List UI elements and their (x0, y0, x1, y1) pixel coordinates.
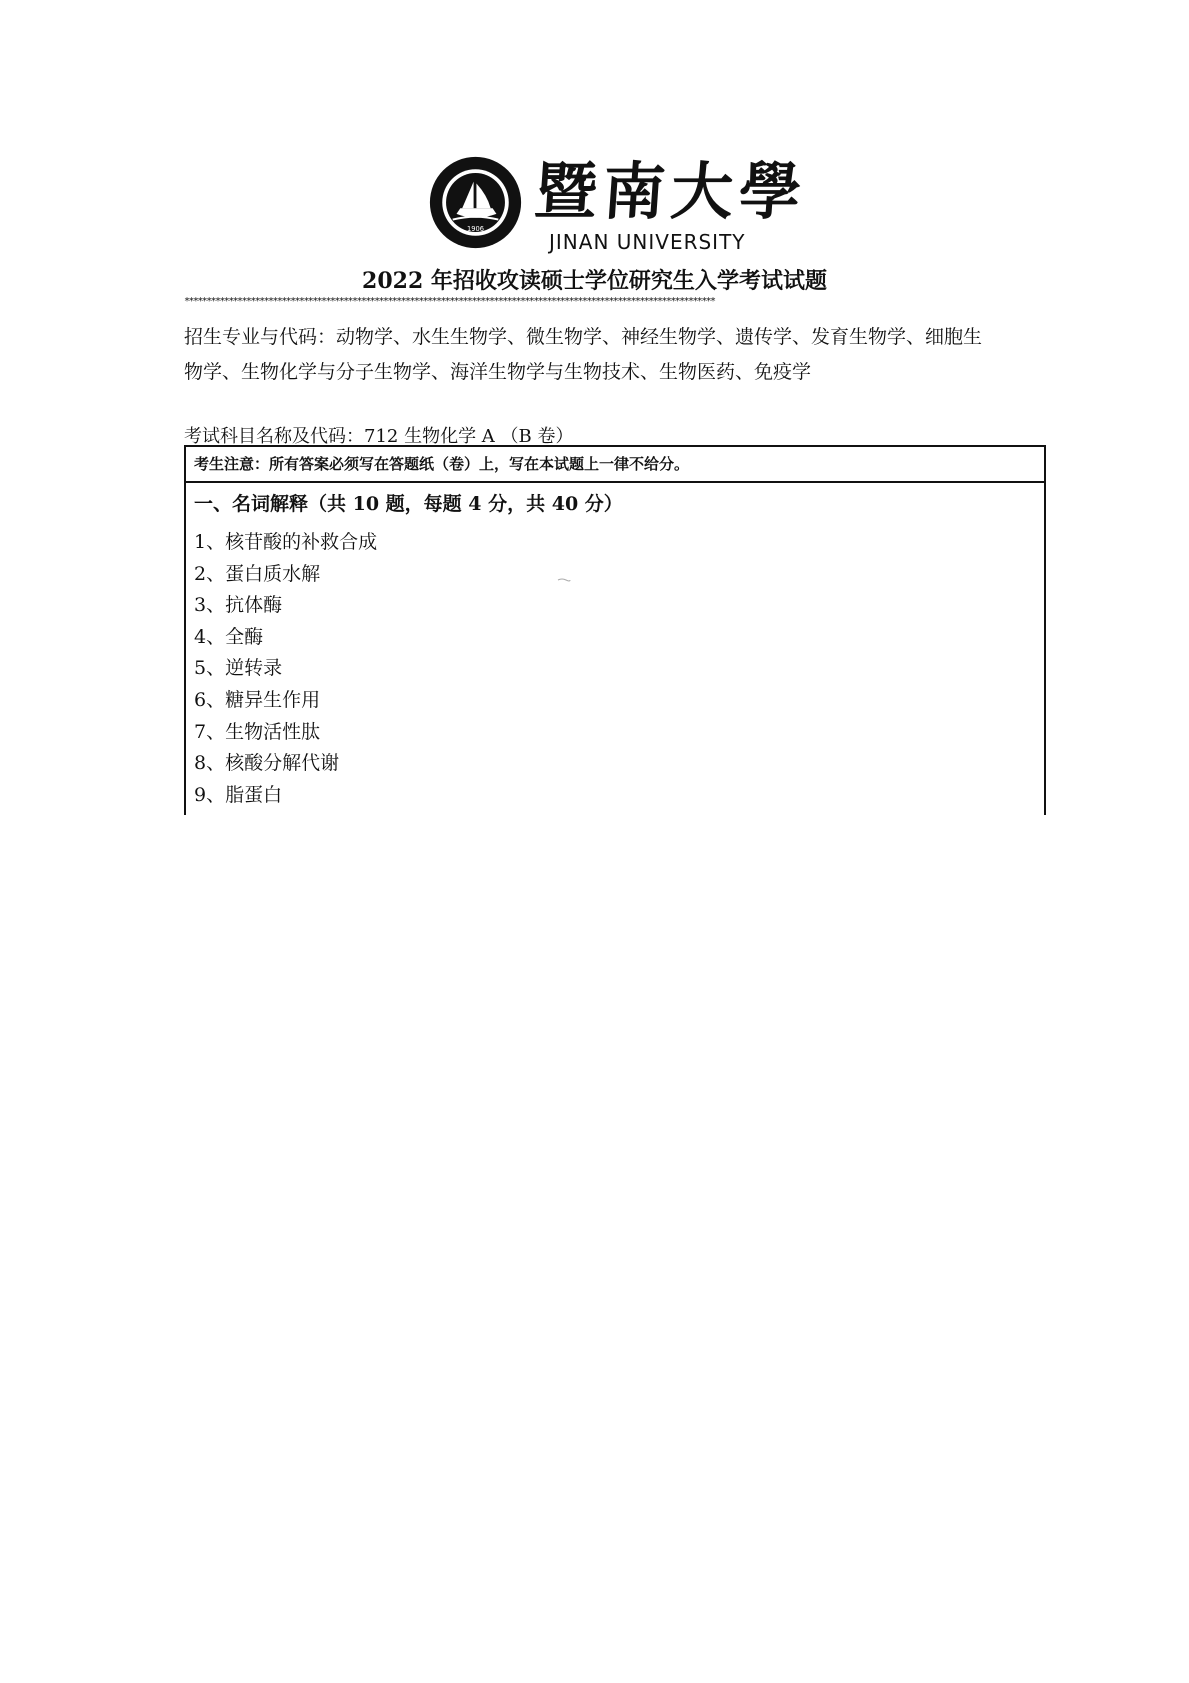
question-item: 9、脂蛋白 (194, 783, 283, 806)
question-item: 5、逆转录 (194, 657, 283, 680)
scan-speck (557, 577, 571, 581)
question-item: 7、生物活性肽 (194, 720, 321, 743)
university-name-en: JINAN UNIVERSITY (549, 230, 746, 254)
majors-line: 招生专业与代码：动物学、水生生物学、微生物学、神经生物学、遗传学、发育生物学、细胞生物学、生物化学与分子生物学、海洋生物学与生物技术、生物医药、免疫学 (184, 326, 983, 383)
section-title: 一、名词解释（共 10 题，每题 4 分，共 40 分） (194, 493, 623, 515)
university-name-cn: 暨南大學 (532, 155, 810, 228)
question-box (184, 445, 1046, 815)
question-item: 6、糖异生作用 (194, 688, 321, 711)
question-item: 3、抗体酶 (194, 594, 283, 617)
question-list (194, 527, 377, 811)
university-header (0, 155, 1189, 255)
question-item: 4、全酶 (194, 625, 264, 648)
ship-seal-icon (428, 155, 523, 250)
question-item: 1、核苷酸的补救合成 (194, 531, 378, 553)
candidate-notice: 考生注意：所有答案必须写在答题纸（卷）上，写在本试题上一律不给分。 (186, 447, 1044, 483)
question-item: 8、核酸分解代谢 (194, 752, 340, 775)
seal-year: 1906 (467, 225, 484, 233)
star-divider: ************************************************************************************************************************ (184, 296, 715, 307)
subject-line: 考试科目名称及代码：712 生物化学 A （B 卷） (184, 426, 574, 447)
exam-title: 2022 年招收攻读硕士学位研究生入学考试试题 (362, 268, 827, 294)
question-item: 2、蛋白质水解 (194, 562, 321, 585)
